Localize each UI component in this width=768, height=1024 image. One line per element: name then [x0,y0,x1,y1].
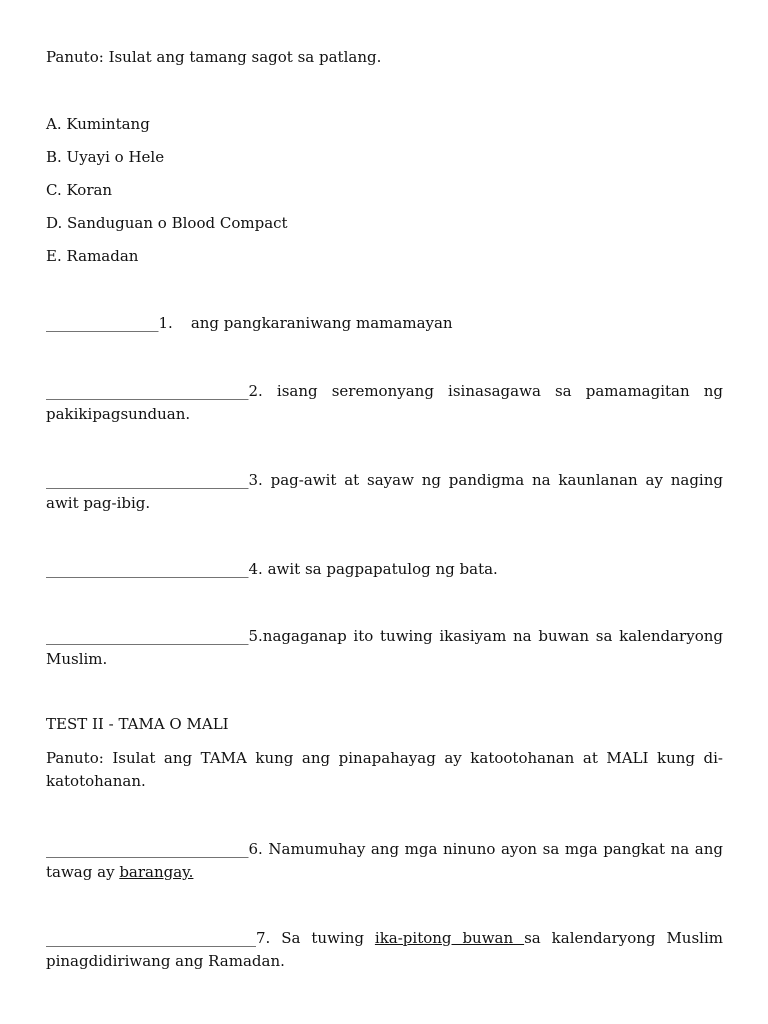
question-text: 7. Sa tuwing [256,929,375,947]
question-number: 1. [158,314,173,332]
choice-e: E. Ramadan [46,247,139,265]
answer-blank[interactable]: ____________________________ [46,929,256,947]
choice-c: C. Koran [46,181,113,199]
answer-blank[interactable]: ___________________________ [46,840,249,858]
underlined-term: ika-pitong buwan [374,929,525,947]
instructions-text: Panuto: Isulat ang tamang sagot sa patlang. [46,48,382,66]
question-6 [46,838,723,884]
choice-b: B. Uyayi o Hele [46,148,165,166]
answer-blank[interactable]: ___________________________ [46,382,249,400]
question-3 [46,469,723,515]
question-text: 2. isang seremonyang isinasagawa sa pamamagitan ng pakikipagsunduan. [46,382,723,423]
question-2 [46,380,723,426]
question-text: 5.nagaganap ito tuwing ikasiyam na buwan sa kalendaryong Muslim. [46,627,723,668]
underlined-term: barangay. [119,863,194,881]
answer-blank[interactable]: ___________________________ [46,560,249,578]
question-text: 4. awit sa pagpapatulog ng bata. [248,560,498,578]
question-text: 3. pag-awit at sayaw ng pandigma na kaunlanan ay naging awit pag-ibig. [46,471,723,512]
section-title: TEST II - TAMA O MALI [46,715,229,733]
question-text-end: sa kalendaryong Muslim pinagdidiriwang ang Ramadan. [46,929,723,970]
question-1 [46,313,453,333]
choice-d: D. Sanduguan o Blood Compact [46,214,288,232]
section-instructions: Panuto: Isulat ang TAMA kung ang pinapahayag ay katootohanan at MALI kung di-katotohanan. [46,749,723,790]
question-text: ang pangkaraniwang mamamayan [190,314,453,332]
choice-a: A. Kumintang [46,115,150,133]
answer-blank[interactable]: ___________________________ [46,627,249,645]
answer-blank[interactable]: _______________ [46,314,159,332]
answer-blank[interactable]: ___________________________ [46,471,249,489]
question-text: 6. Namumuhay ang mga ninuno ayon sa mga pangkat na ang tawag ay [46,840,723,881]
question-7 [46,927,723,973]
question-5 [46,625,723,671]
question-4 [46,559,498,579]
